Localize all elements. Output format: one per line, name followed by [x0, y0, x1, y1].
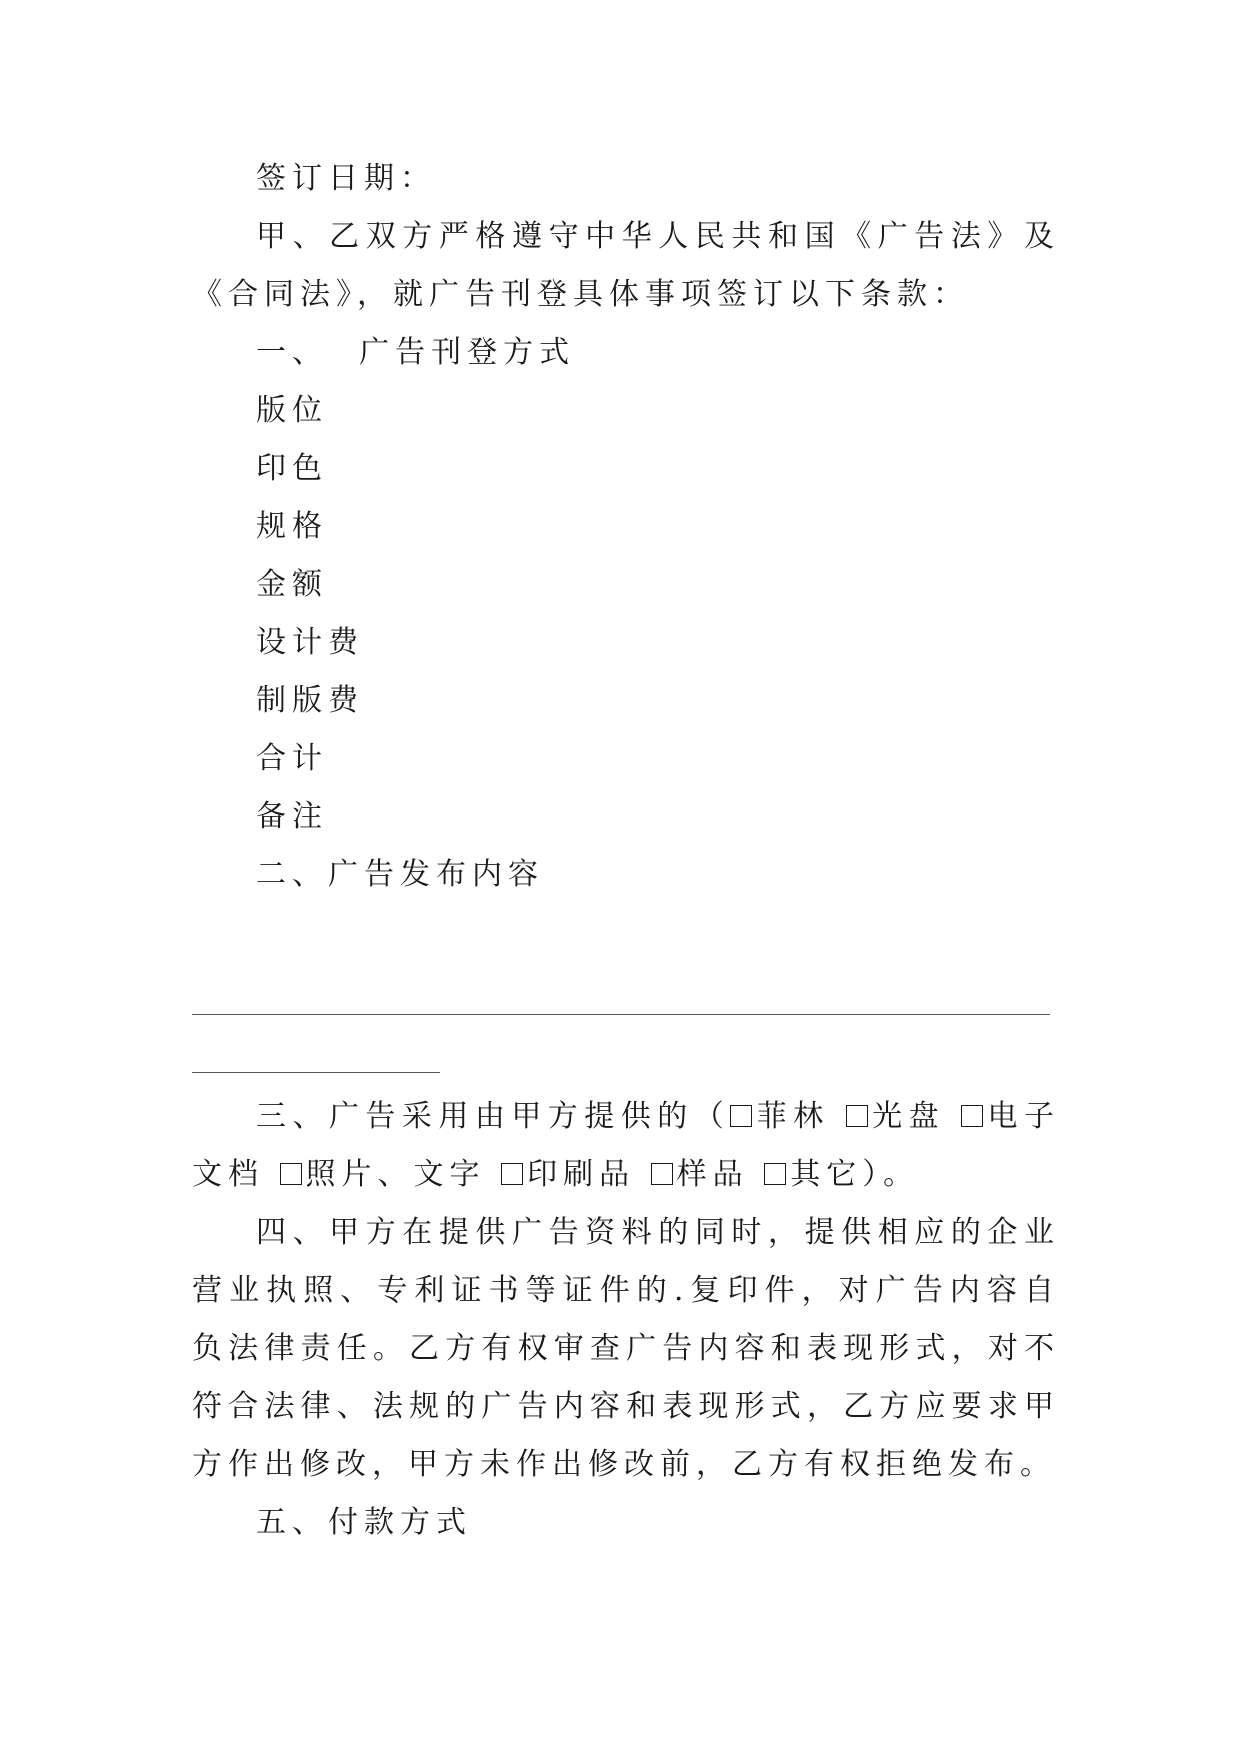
checkbox-printed-matter[interactable]: [501, 1163, 523, 1185]
intro-paragraph: 甲、乙双方严格遵守中华人民共和国《广告法》及《合同法》，就广告刊登具体事项签订以下条款：: [192, 219, 1060, 312]
section1-item-total: 合计: [256, 741, 328, 776]
option-e-document: 电子文档: [192, 1099, 1061, 1192]
content-fill-line[interactable]: [192, 1014, 1050, 1015]
contract-page: [192, 150, 1060, 904]
section3-prefix: 三、广告采用由甲方提供的（: [256, 1099, 731, 1134]
option-film: 菲林: [756, 1099, 830, 1134]
section1-item-design-fee: 设计费: [256, 625, 364, 660]
content-fill-line-short[interactable]: [192, 1072, 440, 1073]
section3-paragraph: [192, 1088, 1060, 1204]
option-photo-text: 照片、文字: [305, 1157, 486, 1192]
section4-paragraph: 四、甲方在提供广告资料的同时，提供相应的企业营业执照、专利证书等证件的.复印件，对广告内容自负法律责任。乙方有权审查广告内容和表现形式，对不符合法律、法规的广告内容和表现形式，乙方应要求甲方作出修改，甲方未作出修改前，乙方有权拒绝发布。: [192, 1215, 1060, 1482]
option-other: 其它: [790, 1157, 863, 1192]
section1-title: 一、 广告刊登方式: [256, 335, 576, 370]
option-printed-matter: 印刷品: [527, 1157, 636, 1192]
section1-item-plate-fee: 制版费: [256, 683, 364, 718]
contract-page-lower: [192, 1088, 1060, 1552]
section1-item-layout: 版位: [256, 393, 328, 428]
sign-date-label: 签订日期：: [256, 161, 436, 196]
section1-item-size: 规格: [256, 509, 328, 544]
section2-title: 二、广告发布内容: [256, 857, 544, 892]
option-sample: 样品: [676, 1157, 749, 1192]
option-disc: 光盘: [871, 1099, 946, 1134]
checkbox-e-document[interactable]: [961, 1105, 983, 1127]
checkbox-sample[interactable]: [651, 1163, 673, 1185]
section1-item-color: 印色: [256, 451, 328, 486]
section3-suffix: ）。: [862, 1157, 920, 1192]
checkbox-disc[interactable]: [846, 1105, 868, 1127]
section5-title: 五、付款方式: [256, 1505, 472, 1540]
section1-item-remark: 备注: [256, 799, 328, 834]
section1-item-amount: 金额: [256, 567, 328, 602]
checkbox-film[interactable]: [730, 1105, 752, 1127]
checkbox-photo-text[interactable]: [280, 1163, 302, 1185]
checkbox-other[interactable]: [764, 1163, 786, 1185]
